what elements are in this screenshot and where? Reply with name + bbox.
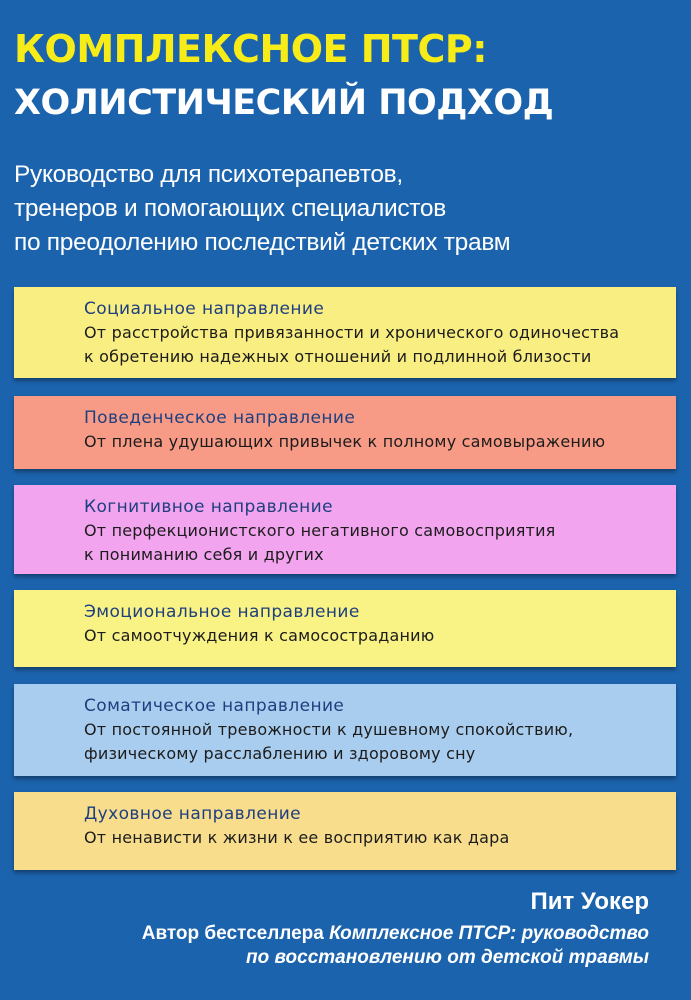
direction-band-emotional — [14, 590, 676, 667]
direction-band-social — [14, 287, 676, 378]
author-name: Пит Уокер — [530, 888, 649, 915]
direction-title: Соматическое направление — [84, 696, 345, 716]
subtitle-line: по преодолению последствий детских травм — [14, 229, 511, 256]
subtitle-line: Руководство для психотерапевтов, — [14, 161, 403, 188]
bestseller-title-line2: по восстановлению от детской травмы — [246, 947, 649, 968]
direction-text-line: От расстройства привязанности и хронического одиночества — [84, 323, 620, 342]
direction-text-line: к пониманию себя и других — [84, 545, 324, 564]
direction-title: Поведенческое направление — [84, 408, 356, 428]
direction-band-spiritual — [14, 792, 676, 870]
cover-title-line1: КОМПЛЕКСНОЕ ПТСР: — [14, 27, 487, 71]
direction-text-line: физическому расслаблению и здоровому сну — [84, 744, 476, 763]
author-note-line2 — [142, 946, 649, 970]
direction-title: Когнитивное направление — [84, 497, 333, 517]
cover-title-line2: ХОЛИСТИЧЕСКИЙ ПОДХОД — [14, 83, 554, 123]
cover-subtitle — [14, 158, 684, 260]
bestseller-title-line1: Комплексное ПТСР: руководство — [329, 923, 649, 944]
direction-text-line: От самоотчуждения к самосостраданию — [84, 626, 435, 645]
direction-title: Эмоциональное направление — [84, 602, 360, 622]
author-note-prefix: Автор бестселлера — [141, 923, 324, 944]
direction-text-line: к обретению надежных отношений и подлинной близости — [84, 347, 592, 366]
direction-title: Духовное направление — [84, 804, 302, 824]
direction-band-somatic — [14, 684, 676, 776]
direction-text-line: От перфекционистского негативного самовосприятия — [84, 521, 556, 540]
author-note-line1 — [142, 922, 649, 946]
direction-text-line: От ненависти к жизни к ее восприятию как дара — [84, 828, 510, 847]
direction-band-cognitive — [14, 485, 676, 574]
direction-band-behavioral — [14, 396, 676, 469]
author-note — [142, 922, 649, 970]
subtitle-line: тренеров и помогающих специалистов — [14, 195, 446, 222]
direction-text-line: От плена удушающих привычек к полному самовыражению — [84, 432, 606, 451]
direction-text-line: От постоянной тревожности к душевному спокойствию, — [84, 720, 574, 739]
direction-title: Социальное направление — [84, 299, 325, 319]
